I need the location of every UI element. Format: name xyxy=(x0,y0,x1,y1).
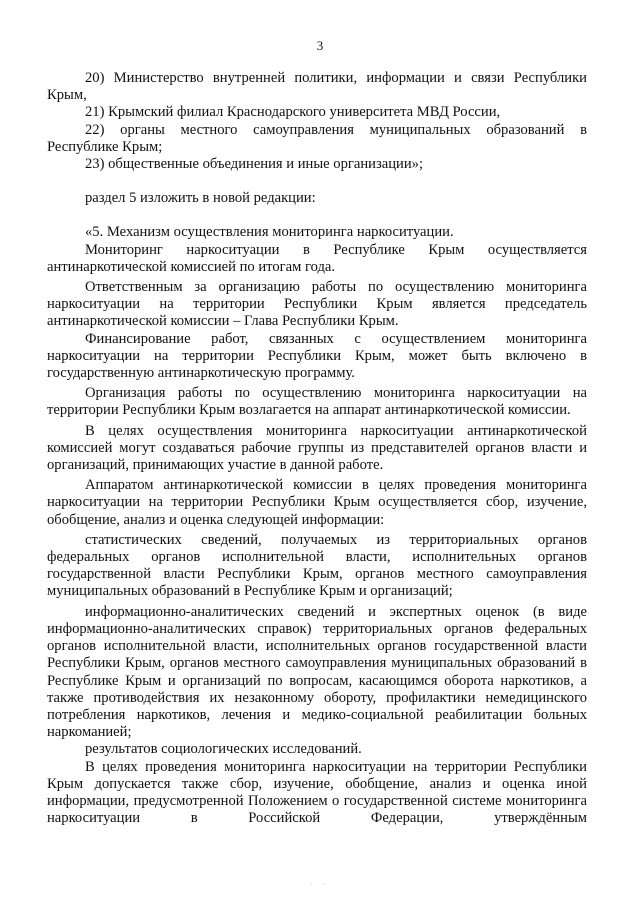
paragraph-working-groups: В целях осуществления мониторинга наркоситуации антинаркотической комиссией могут создаваться рабочие группы из представителей органов власти и организаций, принимающих участие в данной работе. xyxy=(47,422,587,474)
section-5-instruction: раздел 5 изложить в новой редакции: xyxy=(85,190,316,207)
list-item-23: 23) общественные объединения и иные организации»; xyxy=(85,156,423,173)
paragraph-organization: Организация работы по осуществлению мониторинга наркоситуации на территории Республики Крым возлагается на аппарат антинаркотической комиссии. xyxy=(47,385,587,419)
list-item-22: 22) органы местного самоуправления муниципальных образований в Республике Крым; xyxy=(47,121,587,155)
list-item-analytics: информационно-аналитических сведений и экспертных оценок (в виде информационно-аналитических справок) территориальных органов федеральных органов исполнительной власти, исполнительных органов государственной власти Республики Крым, органов местного самоуправления муниципальных образований в Республике Крым и организаций по вопросам, касающимся оборота наркотиков, а также противодействия их незаконному обороту, профилактики немедицинского потребления наркотиков, лечения и медико-социальной реабилитации больных наркоманией; xyxy=(47,603,587,741)
paragraph-monitoring: Мониторинг наркоситуации в Республике Крым осуществляется антинаркотической комиссией по итогам года. xyxy=(47,241,587,275)
paragraph-responsible: Ответственным за организацию работы по осуществлению мониторинга наркоситуации на территории Республики Крым является председатель антинаркотической комиссии – Глава Республики Крым. xyxy=(47,279,587,330)
paragraph-additional-info: В целях проведения мониторинга наркоситуации на территории Республики Крым допускается также сбор, изучение, обобщение, анализ и оценка иной информации, предусмотренной Положением о государственной системе мониторинга наркоситуации в Российской Федерации, утверждённым xyxy=(47,758,587,827)
scan-artifact: · · xyxy=(310,880,330,889)
paragraph-financing: Финансирование работ, связанных с осуществлением мониторинга наркоситуации на территории Республики Крым, может быть включено в государственную антинаркотическую программу. xyxy=(47,330,587,382)
section-5-heading: «5. Механизм осуществления мониторинга наркоситуации. xyxy=(85,224,454,241)
paragraph-apparatus: Аппаратом антинаркотической комиссии в целях проведения мониторинга наркоситуации на территории Республики Крым осуществляется сбор, изучение, обобщение, анализ и оценка следующей информации: xyxy=(47,477,587,528)
list-item-21: 21) Крымский филиал Краснодарского университета МВД России, xyxy=(85,104,501,121)
document-body xyxy=(47,70,587,827)
list-item-statistics: статистических сведений, получаемых из территориальных органов федеральных органов исполнительной власти, исполнительных органов государственной власти Республики Крым, органов местного самоуправления муниципальных образований в Республике Крым и организаций; xyxy=(47,531,587,600)
list-item-20: 20) Министерство внутренней политики, информации и связи Республики Крым, xyxy=(47,70,587,104)
page-number: 3 xyxy=(316,38,324,53)
list-item-sociology: результатов социологических исследований. xyxy=(85,741,362,758)
